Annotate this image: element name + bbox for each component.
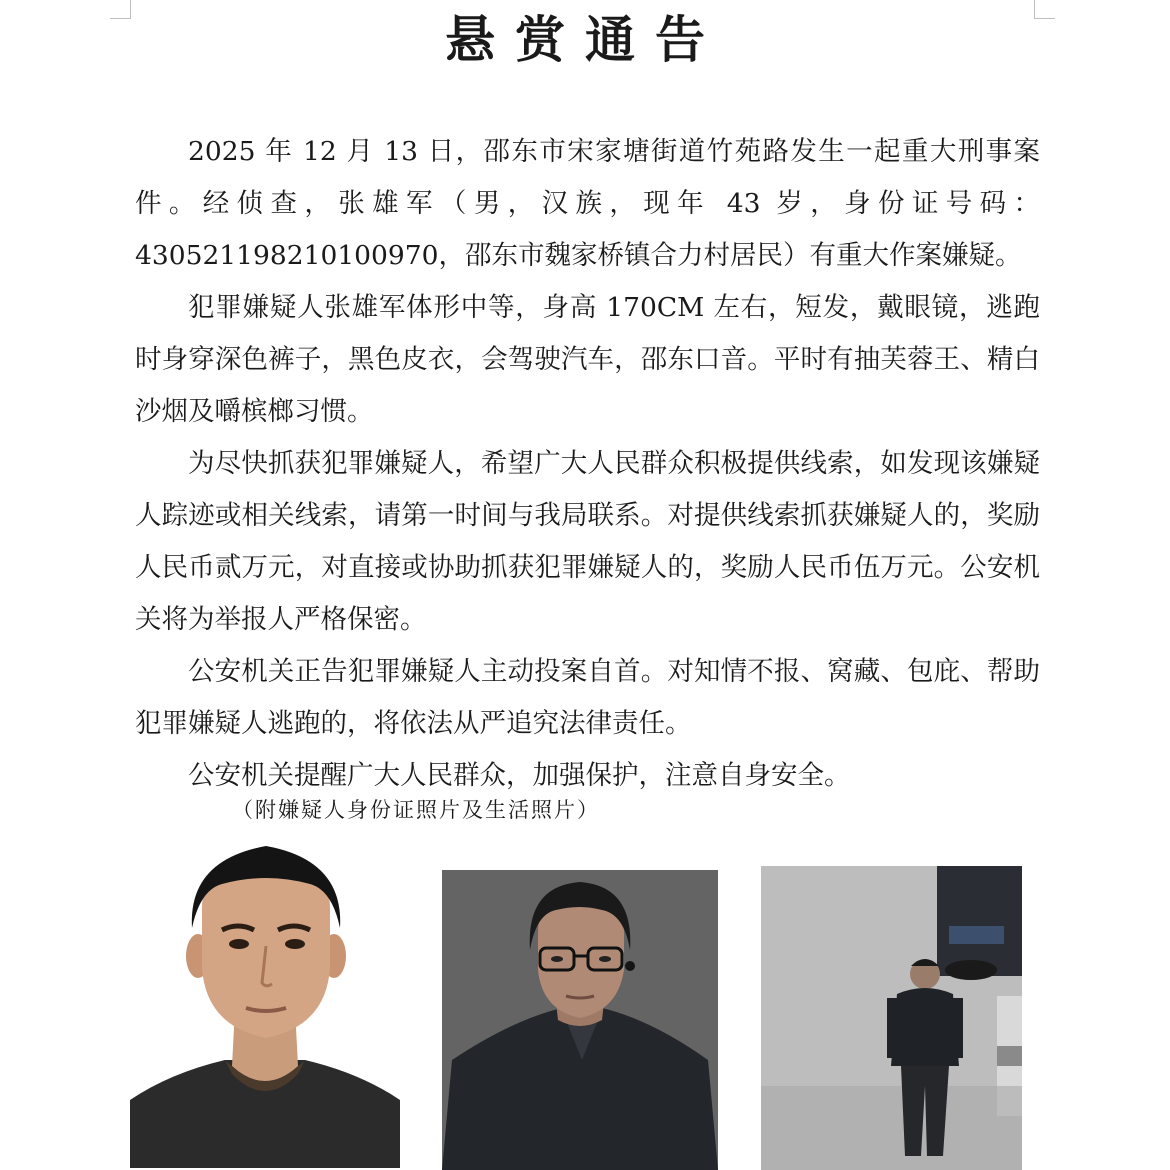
paragraph-safety: 公安机关提醒广大人民群众，加强保护，注意自身安全。 [188,760,851,791]
suspect-life-photo-closeup [442,870,718,1170]
paragraph-warning: 公安机关正告犯罪嫌疑人主动投案自首。对知情不报、窝藏、包庇、帮助犯罪嫌疑人逃跑的，将依法从严追究法律责任。 [135,656,1040,739]
notice-title: 悬赏通告 [445,11,725,69]
photo-caption: （附嫌疑人身份证照片及生活照片） [232,798,600,822]
paragraph-description: 犯罪嫌疑人张雄军体形中等，身高 170CM 左右，短发，戴眼镜，逃跑时身穿深色裤子，黑色皮衣，会驾驶汽车，邵东口音。平时有抽芙蓉王、精白沙烟及嚼槟榔习惯。 [135,292,1040,427]
paragraph-reward: 为尽快抓获犯罪嫌疑人，希望广大人民群众积极提供线索，如发现该嫌疑人踪迹或相关线索，请第一时间与我局联系。对提供线索抓获嫌疑人的，奖励人民币贰万元，对直接或协助抓获犯罪嫌疑人的，奖励人民币伍万元。公安机关将为举报人严格保密。 [135,448,1040,635]
suspect-id-photo [130,838,400,1168]
suspect-life-photo-street [761,866,1022,1170]
notice-body [135,126,1040,802]
paragraph-case: 2025 年 12 月 13 日，邵东市宋家塘街道竹苑路发生一起重大刑事案件。经侦查，张雄军（男，汉族，现年 43 岁，身份证号码：430521198210100970，邵东市魏家桥镇合力村居民）有重大作案嫌疑。 [135,136,1040,271]
